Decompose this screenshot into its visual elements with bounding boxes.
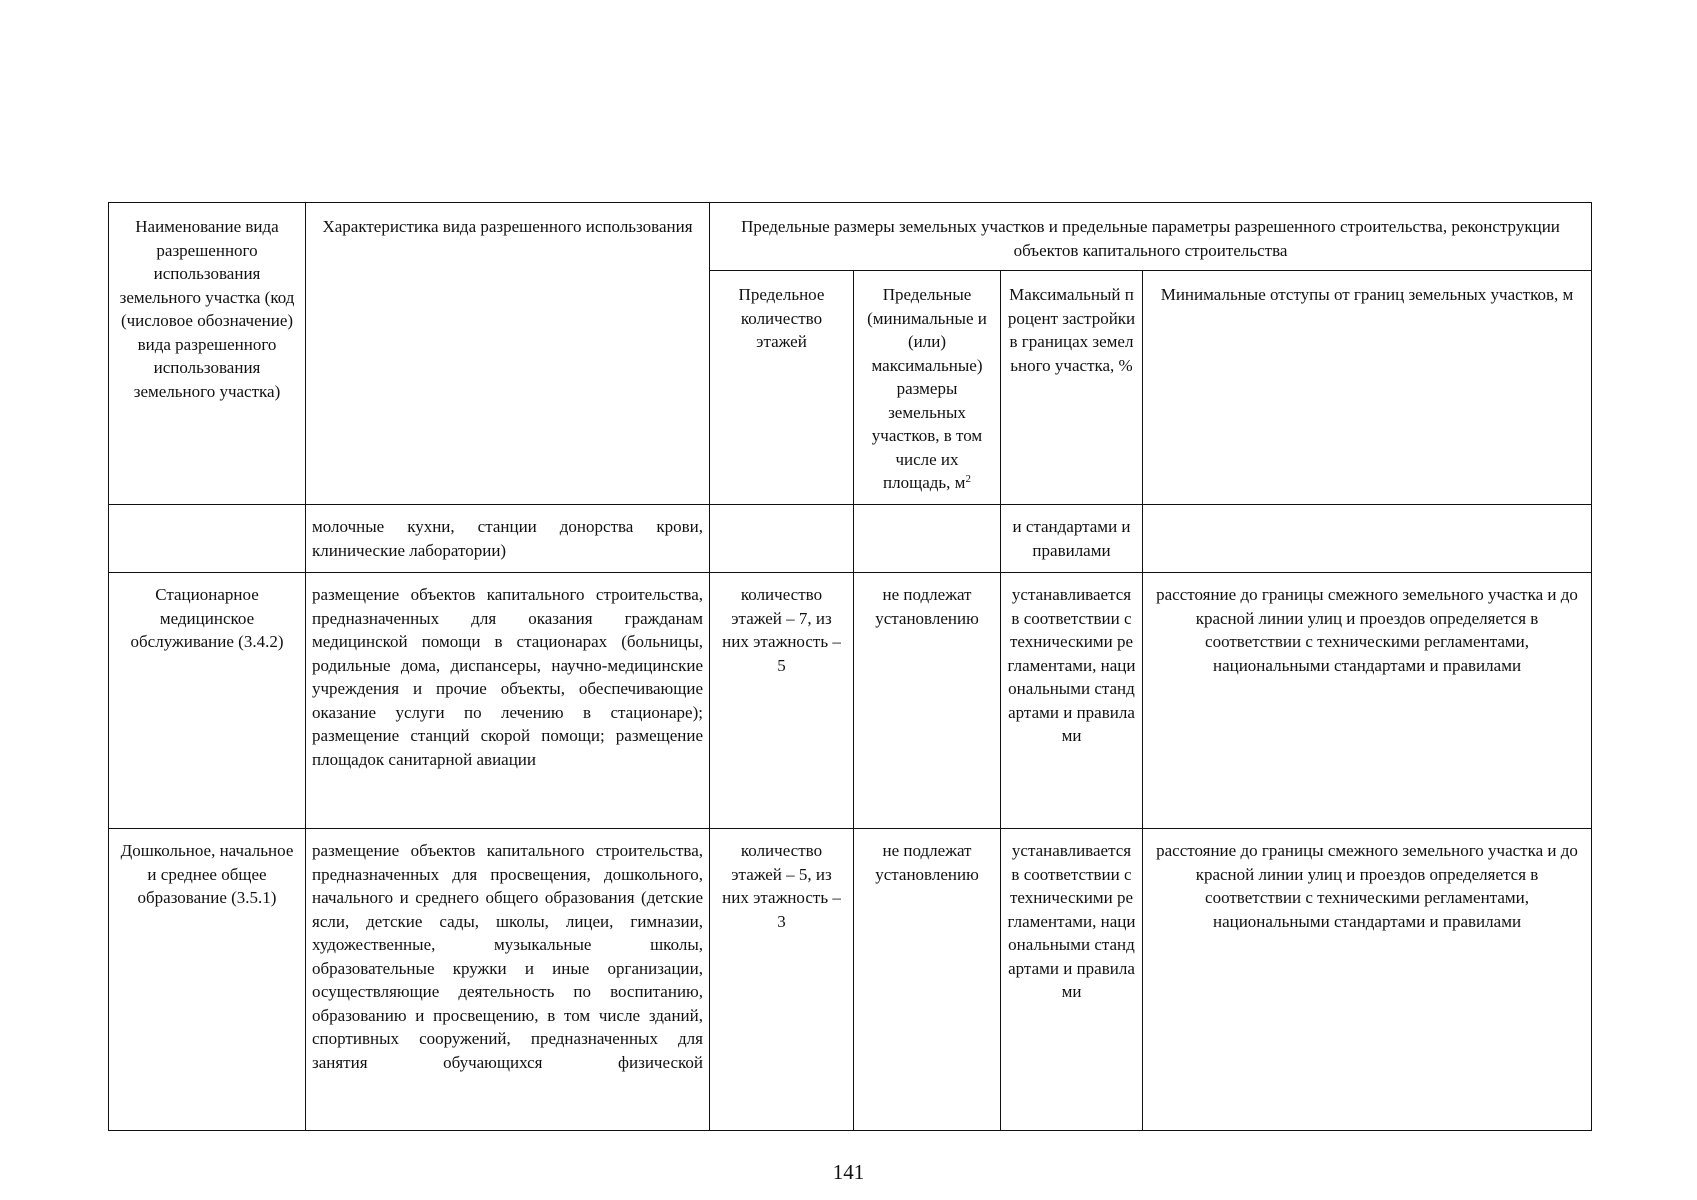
- row-coverage: и стандартами и правилами: [1001, 505, 1143, 573]
- row-name: Стационарное медицинское обслуживание (3.4.2): [109, 573, 306, 829]
- row-floors: [710, 505, 854, 573]
- row-characteristic: размещение объектов капитального строительства, предназначенных для оказания гражданам медицинской помощи в стационарах (больницы, родильные дома, диспансеры, научно-медицинские учреждения и прочие объекты, обеспечивающие оказание услуги по лечению в стационаре); размещение станций скорой помощи; размещение площадок санитарной авиации: [306, 573, 710, 829]
- header-area: [854, 271, 1001, 505]
- page-number: 141: [832, 1160, 865, 1184]
- table-row: [109, 573, 1592, 829]
- row-setbacks: [1143, 505, 1592, 573]
- table-row: [109, 505, 1592, 573]
- row-coverage: устанавливается в соответствии с техническими регламентами, национальными стандартами и правилами: [1001, 573, 1143, 829]
- header-floors: Предельное количество этажей: [710, 271, 854, 505]
- regulations-table: [108, 202, 1592, 1131]
- header-coverage: Максимальный процент застройки в границах земельного участка, %: [1001, 271, 1143, 505]
- row-floors: количество этажей – 5, из них этажность – 3: [710, 829, 854, 1131]
- row-name: [109, 505, 306, 573]
- header-characteristic: Характеристика вида разрешенного использования: [306, 203, 710, 505]
- table-row: [109, 829, 1592, 1131]
- row-floors: количество этажей – 7, из них этажность – 5: [710, 573, 854, 829]
- row-setbacks: расстояние до границы смежного земельного участка и до красной линии улиц и проездов определяется в соответствии с техническими регламентами, национальными стандартами и правилами: [1143, 829, 1592, 1131]
- header-row-1: [109, 203, 1592, 271]
- row-area: [854, 505, 1001, 573]
- header-name: Наименование вида разрешенного использования земельного участка (код (числовое обозначение) вида разрешенного использования земельного участка): [109, 203, 306, 505]
- row-characteristic: размещение объектов капитального строительства, предназначенных для просвещения, дошкольного, начального и среднего общего образования (детские ясли, детские сады, школы, лицеи, гимназии, художественные, музыкальные школы, образовательные кружки и иные организации, осуществляющие деятельность по воспитанию, образованию и просвещению, в том числе зданий, спортивных сооружений, предназначенных для занятия обучающихся физической: [306, 829, 710, 1131]
- row-coverage: устанавливается в соответствии с техническими регламентами, национальными стандартами и правилами: [1001, 829, 1143, 1131]
- row-name: Дошкольное, начальное и среднее общее образование (3.5.1): [109, 829, 306, 1131]
- header-area-sup: 2: [965, 473, 971, 485]
- header-setbacks: Минимальные отступы от границ земельных участков, м: [1143, 271, 1592, 505]
- row-area: не подлежат установлению: [854, 829, 1001, 1131]
- row-characteristic: молочные кухни, станции донорства крови, клинические лаборатории): [306, 505, 710, 573]
- header-area-text: Предельные (минимальные и (или) максимальные) размеры земельных участков, в том числе их площадь, м: [867, 285, 987, 492]
- row-area: не подлежат установлению: [854, 573, 1001, 829]
- header-limits-group: Предельные размеры земельных участков и предельные параметры разрешенного строительства, реконструкции объектов капитального строительства: [710, 203, 1592, 271]
- row-setbacks: расстояние до границы смежного земельного участка и до красной линии улиц и проездов определяется в соответствии с техническими регламентами, национальными стандартами и правилами: [1143, 573, 1592, 829]
